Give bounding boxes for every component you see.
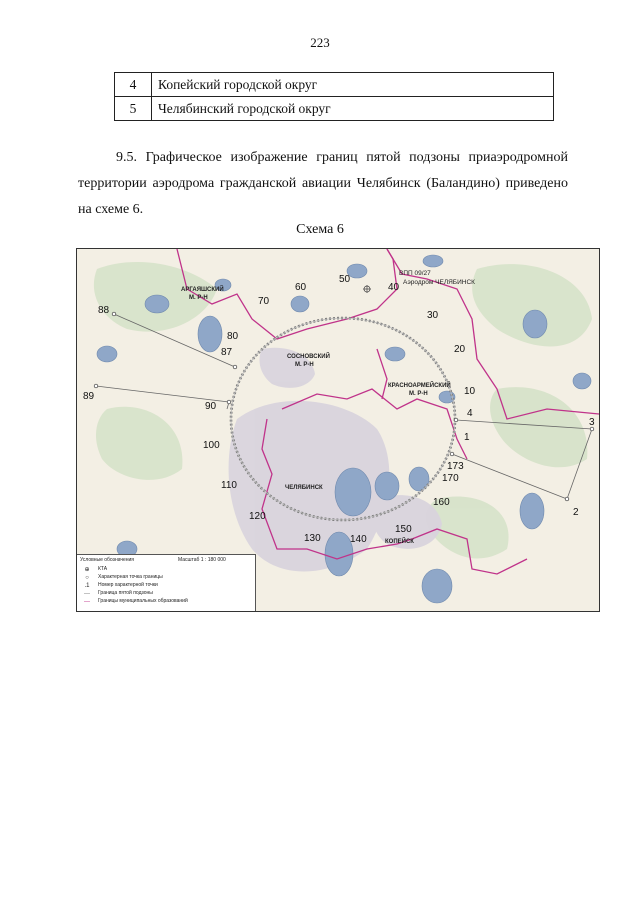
point-label: 120 xyxy=(249,511,266,522)
legend-item-label: Номер характерной точки xyxy=(98,582,158,588)
point-label: 89 xyxy=(83,391,95,402)
kta-icon: ⊕ xyxy=(84,566,90,573)
point-label: 140 xyxy=(350,534,367,545)
row-name: Челябинский городской округ xyxy=(152,97,554,121)
point-label: 2 xyxy=(573,507,579,518)
page-number: 223 xyxy=(310,35,330,50)
point-label: 20 xyxy=(454,344,466,355)
legend-item-label: Граница пятой подзоны xyxy=(98,590,153,596)
legend-item xyxy=(80,566,107,573)
legend-item-label: Границы муниципальных образований xyxy=(98,598,188,604)
point-label: 87 xyxy=(221,347,233,358)
row-number: 4 xyxy=(115,73,152,97)
aerodrome-label: Аэродром ЧЕЛЯБИНСК xyxy=(403,279,475,286)
district-label-argayash: АРГАЯШСКИЙ xyxy=(181,287,224,293)
point-label: 40 xyxy=(388,282,400,293)
point-label: 150 xyxy=(395,524,412,535)
point-label: 100 xyxy=(203,440,220,451)
districts-table xyxy=(114,72,554,121)
legend-item-label: КТА xyxy=(98,566,108,572)
runway-label: ВПП 09/27 xyxy=(399,270,431,277)
map-figure xyxy=(76,248,600,612)
point-label: 70 xyxy=(258,296,270,307)
point-label: 1 xyxy=(464,432,470,443)
city-label-kopeysk: КОПЕЙСК xyxy=(385,539,414,545)
district-label-sosnovsky-suffix: М. Р-Н xyxy=(295,362,314,368)
legend-item xyxy=(80,582,158,589)
point-label: 160 xyxy=(433,497,450,508)
point-number-icon: .1 xyxy=(84,582,90,589)
point-label: 80 xyxy=(227,331,239,342)
point-icon: ○ xyxy=(85,574,89,581)
point-label: 30 xyxy=(427,310,439,321)
map-legend xyxy=(77,554,256,612)
point-label: 130 xyxy=(304,533,321,544)
point-label: 90 xyxy=(205,401,217,412)
point-label: 170 xyxy=(442,473,459,484)
city-label-chelyabinsk: ЧЕЛЯБИНСК xyxy=(285,485,323,491)
row-name: Копейский городской округ xyxy=(152,73,554,97)
municipal-line-icon: — xyxy=(84,598,90,605)
legend-item xyxy=(80,590,153,597)
point-label: 173 xyxy=(447,461,464,472)
schema-title: Схема 6 xyxy=(296,222,344,237)
table-row xyxy=(115,97,554,121)
row-number: 5 xyxy=(115,97,152,121)
district-label-krasnoarmeysky-suffix: М. Р-Н xyxy=(409,391,428,397)
point-label: 110 xyxy=(221,480,237,491)
point-label: 10 xyxy=(464,386,476,397)
subzone-line-icon: — xyxy=(84,590,90,597)
point-label: 3 xyxy=(589,417,595,428)
kta-marker xyxy=(363,285,371,293)
point-label: 50 xyxy=(339,274,351,285)
legend-title: Условные обозначения xyxy=(80,557,135,563)
body-paragraph: 9.5. Графическое изображение границ пятой подзоны приаэродромной территории аэродрома гражданской авиации Челябинск (Баландино) приведено на схеме 6. xyxy=(78,150,568,217)
district-label-argayash-suffix: М. Р-Н xyxy=(189,295,208,301)
district-label-sosnovsky: СОСНОВСКИЙ xyxy=(287,354,330,360)
point-label: 60 xyxy=(295,282,307,293)
table-row xyxy=(115,73,554,97)
legend-scale: Масштаб 1 : 180 000 xyxy=(178,557,226,563)
legend-item xyxy=(80,574,163,581)
point-label: 4 xyxy=(467,408,473,419)
legend-item-label: Характерная точка границы xyxy=(98,574,163,580)
point-label: 88 xyxy=(98,305,110,316)
district-label-krasnoarmeysky: КРАСНОАРМЕЙСКИЙ xyxy=(388,383,451,389)
legend-item xyxy=(80,598,188,605)
